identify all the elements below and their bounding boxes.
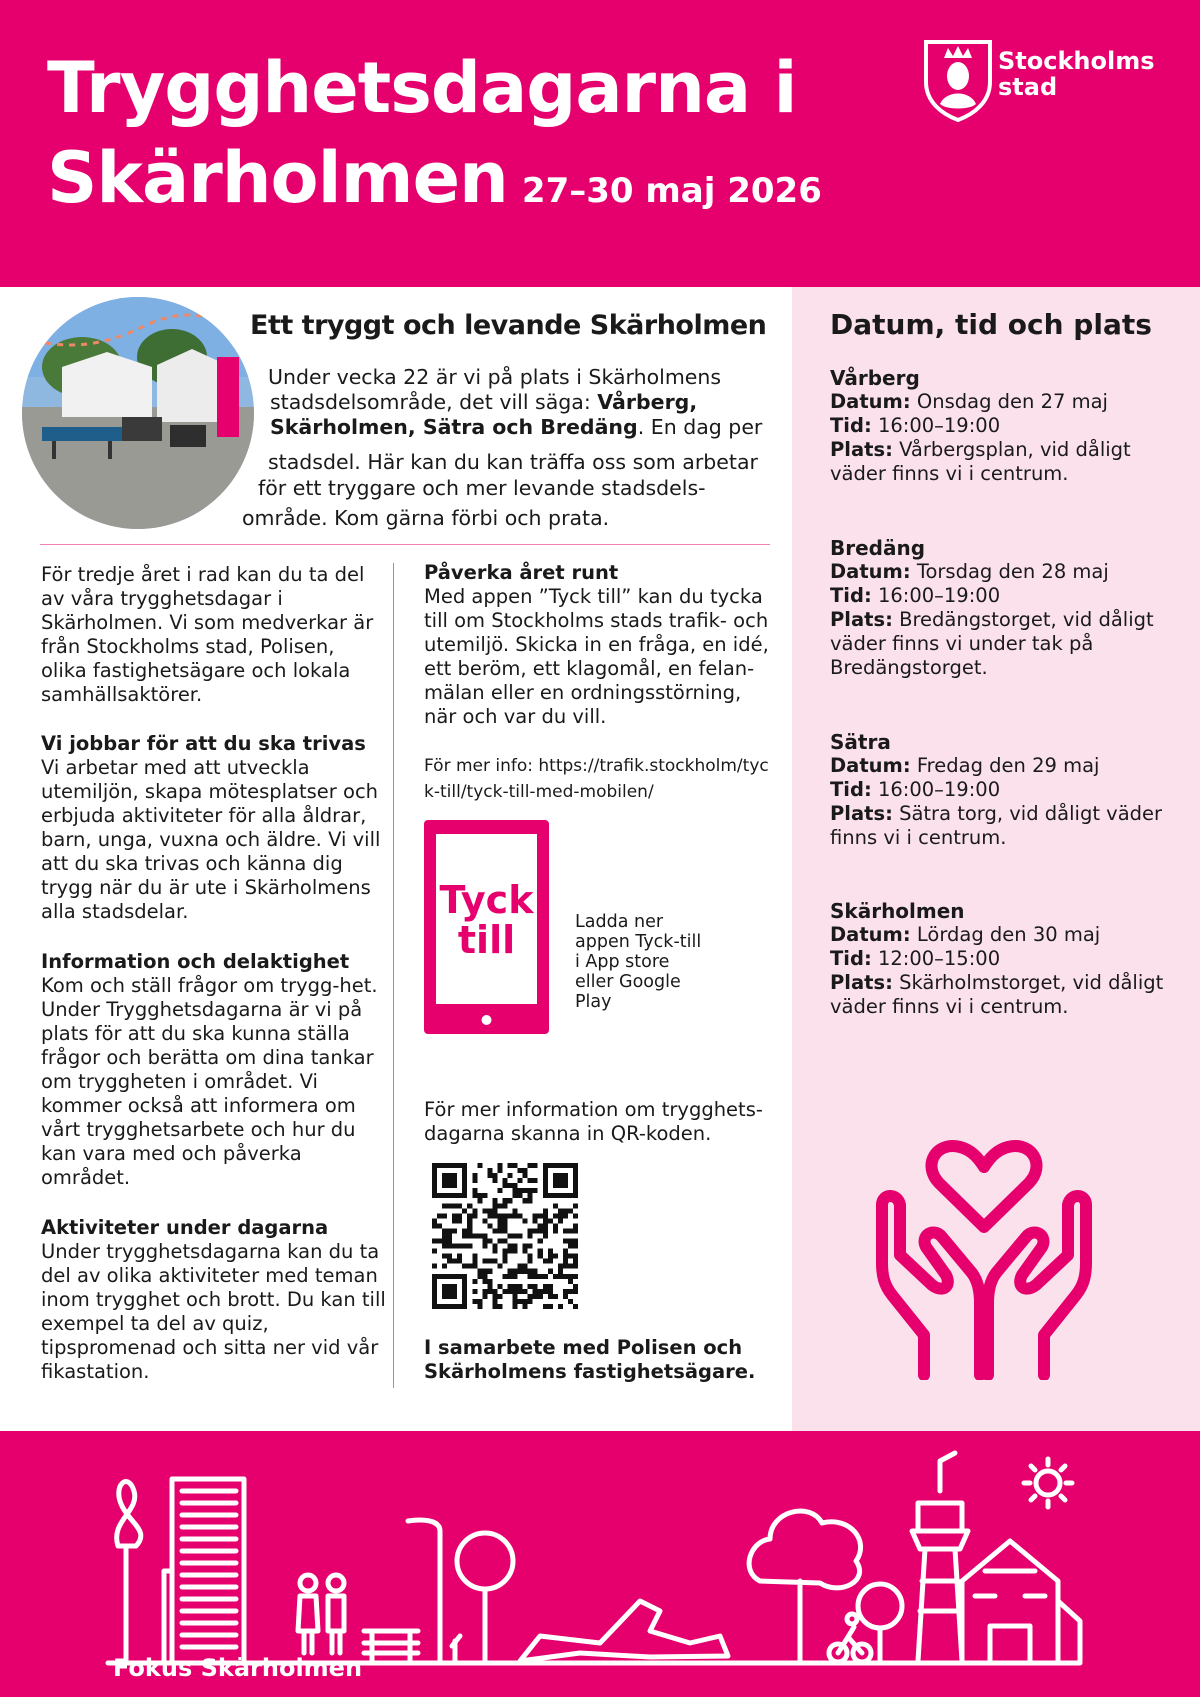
intro-text: område. Kom gärna förbi och prata. bbox=[242, 506, 610, 530]
info-link[interactable]: För mer info: https://trafik.stockholm/tyck-till/tyck-till-med-mobilen/ bbox=[424, 756, 769, 802]
datum-label: Datum: bbox=[830, 560, 911, 583]
tid-label: Tid: bbox=[830, 414, 872, 437]
section-heading: Information och delaktighet bbox=[41, 950, 350, 973]
intro-line bbox=[258, 476, 706, 500]
stockholms-stad-crest-icon bbox=[922, 38, 994, 122]
location-name: Sätra bbox=[830, 730, 891, 754]
location-date: Lördag den 30 maj bbox=[916, 923, 1101, 946]
body-paragraph: Med appen ”Tyck till” kan du tycka till om Stockholms stads trafik- och utemiljö. Skicka in en fråga, en idé, ett beröm, ett klagomål, en felan-mälan eller en ordningsstörning, när och var du vill. bbox=[424, 585, 769, 728]
section-divider bbox=[40, 544, 770, 545]
intro-line bbox=[242, 506, 609, 530]
footer-label: Fokus Skärholmen bbox=[113, 1654, 363, 1682]
qr-code[interactable] bbox=[432, 1163, 578, 1309]
location-block-bredang bbox=[830, 536, 1180, 680]
page-title-line-2 bbox=[47, 136, 822, 233]
location-place: Vårbergsplan, vid dåligt väder finns vi i centrum. bbox=[830, 438, 1131, 485]
section-heading: Aktiviteter under dagarna bbox=[41, 1216, 329, 1239]
location-date: Torsdag den 28 maj bbox=[916, 560, 1109, 583]
logo-line-2: stad bbox=[998, 73, 1058, 101]
intro-text: stadsdel. Här kan du kan träffa oss som arbetar bbox=[268, 450, 758, 474]
intro-text: . En dag per bbox=[637, 415, 763, 439]
tid-label: Tid: bbox=[830, 947, 872, 970]
intro-line bbox=[268, 365, 721, 389]
tid-label: Tid: bbox=[830, 778, 872, 801]
intro-bold: Skärholmen, Sätra och Bredäng bbox=[270, 415, 638, 439]
location-date: Fredag den 29 maj bbox=[916, 754, 1100, 777]
body-paragraph: För tredje året i rad kan du ta del av våra trygghetsdagar i Skärholmen. Vi som medverkar är från Stockholms stad, Polisen, olika fastighetsägare och lokala samhällsaktörer. bbox=[41, 563, 374, 706]
body-paragraph: Under trygghetsdagarna kan du ta del av olika aktiviteter med teman inom trygghet och brott. Du kan till exempel ta del av quiz, tipspromenad och sitta ner vid vår fikastation. bbox=[41, 1240, 386, 1383]
app-download-caption: Ladda ner appen Tyck-till i App store eller Google Play bbox=[575, 912, 702, 1012]
column-divider bbox=[393, 563, 394, 1388]
intro-line bbox=[270, 415, 762, 439]
location-date: Onsdag den 27 maj bbox=[916, 390, 1108, 413]
location-name: Vårberg bbox=[830, 366, 920, 390]
logo-wordmark bbox=[998, 48, 1155, 100]
body-paragraph: Vi arbetar med att utveckla utemiljön, skapa mötesplatser och erbjuda aktiviteter för alla åldrar, barn, unga, vuxna och äldre. Vi vill att du ska trivas och känna dig trygg när du är ute i Skärholmens alla stadsdelar. bbox=[41, 756, 381, 923]
plats-label: Plats: bbox=[830, 438, 893, 461]
intro-text: Under vecka 22 är vi på plats i Skärholmens bbox=[268, 365, 722, 389]
plats-label: Plats: bbox=[830, 971, 893, 994]
location-block-skarholmen bbox=[830, 899, 1180, 1019]
location-block-satra bbox=[830, 730, 1180, 850]
phone-screen-text bbox=[436, 880, 537, 960]
page-title-line-1: Trygghetsdagarna i bbox=[47, 47, 797, 129]
location-block-varberg bbox=[830, 366, 1180, 486]
intro-heading: Ett tryggt och levande Skärholmen bbox=[250, 310, 767, 341]
datum-label: Datum: bbox=[830, 390, 911, 413]
logo-line-1: Stockholms bbox=[998, 47, 1155, 75]
section-heading: Vi jobbar för att du ska trivas bbox=[41, 732, 366, 755]
location-name: Bredäng bbox=[830, 536, 926, 560]
location-time: 16:00–19:00 bbox=[877, 584, 1001, 607]
phone-text-line: till bbox=[457, 918, 516, 962]
body-paragraph: Kom och ställ frågor om trygg-het. Under Trygghetsdagarna är vi på plats för att du ska kunna ställa frågor och berätta om dina tankar om tryggheten i området. Vi kommer också att informera om vårt trygghetsarbete och hur du kan vara med och påverka området. bbox=[41, 974, 378, 1189]
qr-caption: För mer information om trygghets-dagarna skanna in QR-koden. bbox=[424, 1098, 763, 1145]
intro-bold: Vårberg, bbox=[597, 390, 698, 414]
intro-text: stadsdelsområde, det vill säga: bbox=[270, 390, 598, 414]
section-heading: Påverka året runt bbox=[424, 561, 619, 584]
page-title-place: Skärholmen bbox=[47, 137, 508, 219]
location-time: 12:00–15:00 bbox=[877, 947, 1001, 970]
location-place: Bredängstorget, vid dåligt väder finns vi under tak på Bredängstorget. bbox=[830, 608, 1154, 679]
event-date: 27–30 maj 2026 bbox=[521, 171, 822, 211]
heart-hands-icon bbox=[864, 1135, 1104, 1380]
event-photo bbox=[22, 297, 254, 529]
location-time: 16:00–19:00 bbox=[877, 778, 1001, 801]
intro-text: för ett tryggare och mer levande stadsdels- bbox=[258, 476, 706, 500]
phone-text-line: Tyck bbox=[439, 878, 534, 922]
location-name: Skärholmen bbox=[830, 899, 965, 923]
schedule-title: Datum, tid och plats bbox=[830, 308, 1152, 341]
intro-line bbox=[270, 390, 697, 414]
plats-label: Plats: bbox=[830, 802, 893, 825]
location-place: Sätra torg, vid dåligt väder finns vi i centrum. bbox=[830, 802, 1163, 849]
header-banner bbox=[0, 0, 1200, 287]
partner-note: I samarbete med Polisen och Skärholmens fastighetsägare. bbox=[424, 1336, 756, 1383]
tid-label: Tid: bbox=[830, 584, 872, 607]
intro-line bbox=[268, 450, 758, 474]
location-time: 16:00–19:00 bbox=[877, 414, 1001, 437]
datum-label: Datum: bbox=[830, 923, 911, 946]
plats-label: Plats: bbox=[830, 608, 893, 631]
location-place: Skärholmstorget, vid dåligt väder finns vi i centrum. bbox=[830, 971, 1164, 1018]
datum-label: Datum: bbox=[830, 754, 911, 777]
